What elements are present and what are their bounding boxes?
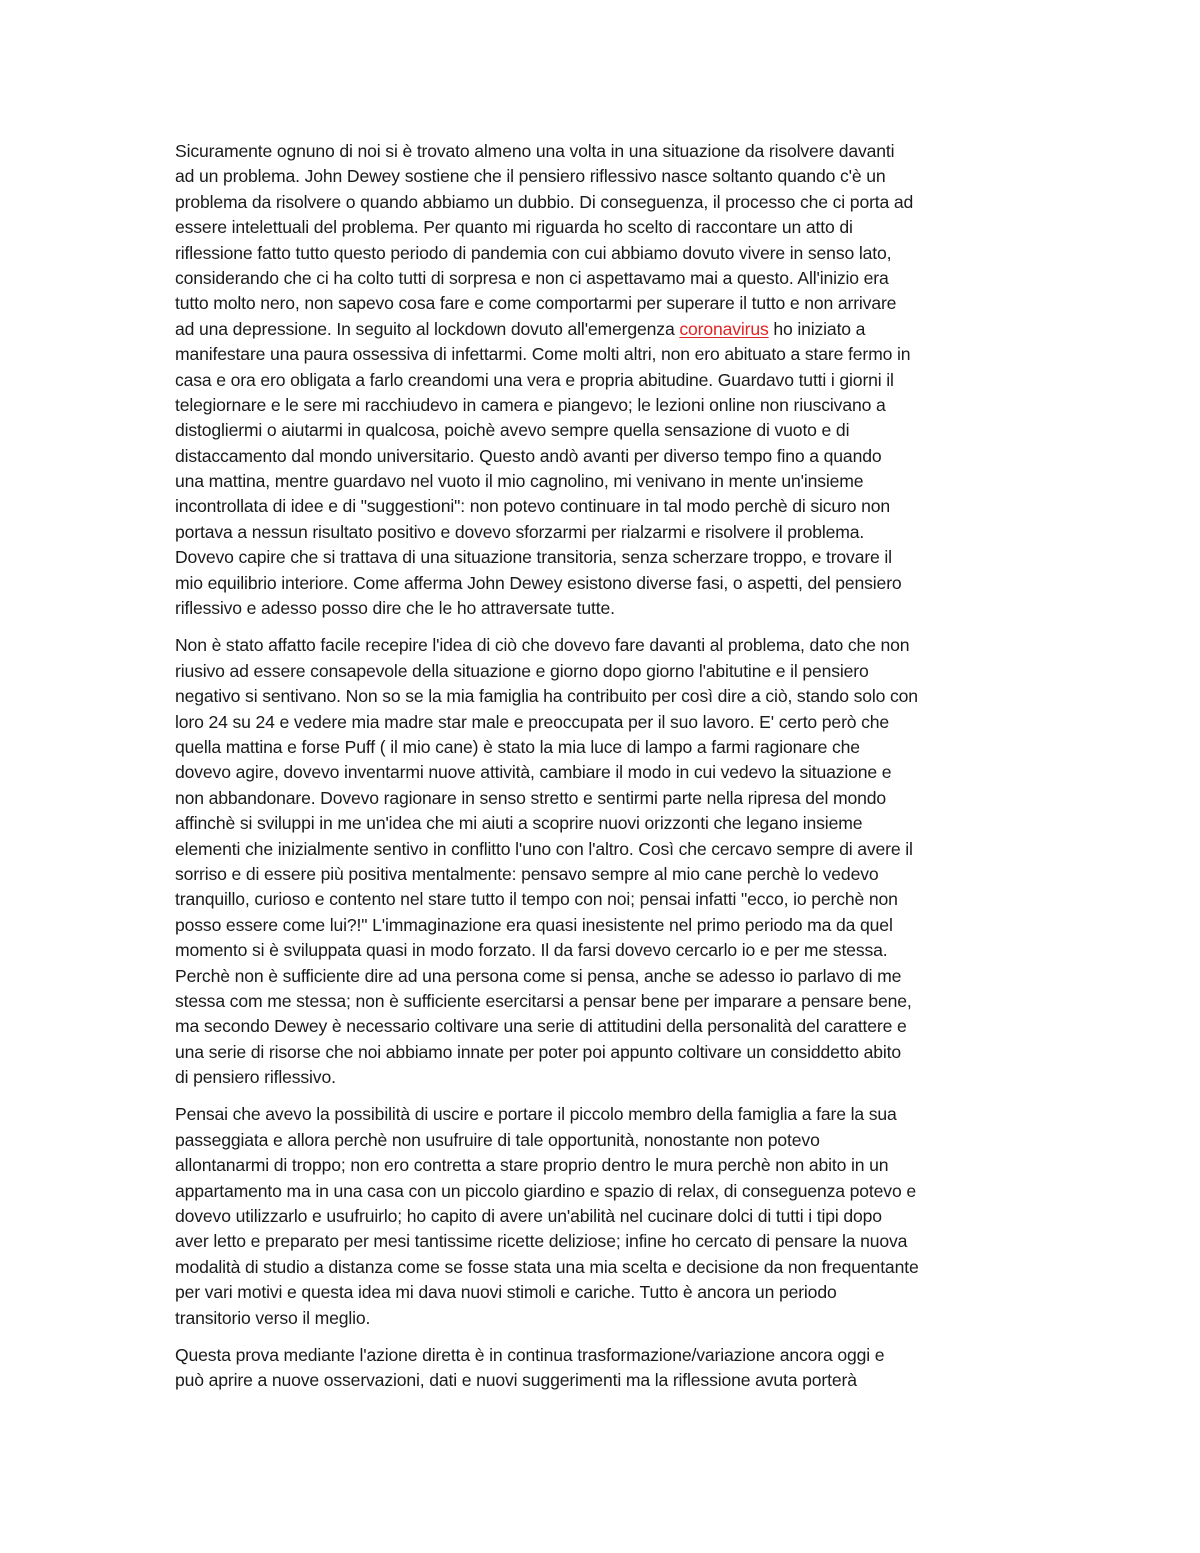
- text-line: [175, 368, 1025, 393]
- text-segment: ad un problema. John Dewey sostiene che il pensiero riflessivo nasce soltanto quando c'è un: [175, 166, 886, 187]
- text-line: [175, 938, 1025, 963]
- text-segment: dovevo agire, dovevo inventarmi nuove attività, cambiare il modo in cui vedevo la situazione e: [175, 762, 892, 783]
- text-segment: ma secondo Dewey è necessario coltivare una serie di attitudini della personalità del carattere e: [175, 1016, 907, 1037]
- text-segment: riflessione fatto tutto questo periodo di pandemia con cui abbiamo dovuto vivere in senso lato,: [175, 242, 892, 263]
- text-segment: portava a nessun risultato positivo e dovevo sforzarmi per rialzarmi e risolvere il problema.: [175, 521, 865, 542]
- text-line: [175, 139, 1025, 164]
- text-line: [175, 1065, 1025, 1090]
- text-segment: casa e ora ero obligata a farlo creandomi una vera e propria abitudine. Guardavo tutti i giorni il: [175, 369, 894, 390]
- text-line: [175, 1128, 1025, 1153]
- text-segment: Pensai che avevo la possibilità di uscire e portare il piccolo membro della famiglia a fare la sua: [175, 1104, 897, 1125]
- text-segment: sorriso e di essere più positiva mentalmente: pensavo sempre al mio cane perchè lo vedevo: [175, 863, 879, 884]
- text-segment: una serie di risorse che noi abbiamo innate per poter poi appunto coltivare un considdetto abito: [175, 1041, 901, 1062]
- text-line: [175, 571, 1025, 596]
- text-line: [175, 1229, 1025, 1254]
- paragraph: [175, 1343, 1025, 1394]
- text-line: [175, 684, 1025, 709]
- paragraph: [175, 1102, 1025, 1331]
- text-segment: distogliermi o aiutarmi in qualcosa, poichè avevo sempre quella sensazione di vuoto e di: [175, 420, 850, 441]
- text-line: [175, 913, 1025, 938]
- text-segment: stessa com me stessa; non è sufficiente esercitarsi a pensar bene per imparare a pensare bene,: [175, 990, 912, 1011]
- text-segment: telegiornare e le sere mi racchiudevo in camera e piangevo; le lezioni online non riuscivano a: [175, 394, 886, 415]
- text-segment: riflessivo e adesso posso dire che le ho attraversate tutte.: [175, 598, 615, 619]
- text-line: [175, 837, 1025, 862]
- text-line: [175, 887, 1025, 912]
- text-segment: essere intelettuali del problema. Per quanto mi riguarda ho scelto di raccontare un atto di: [175, 217, 853, 238]
- text-line: [175, 266, 1025, 291]
- text-line: [175, 418, 1025, 443]
- text-segment: quella mattina e forse Puff ( il mio cane) è stato la mia luce di lampo a farmi ragionare che: [175, 736, 860, 757]
- text-segment: aver letto e preparato per mesi tantissime ricette deliziose; infine ho cercato di pensare la nuova: [175, 1231, 908, 1252]
- text-segment: tranquillo, curioso e contento nel stare tutto il tempo con noi; pensai infatti "ecco, io perchè non: [175, 889, 898, 910]
- text-segment: modalità di studio a distanza come se fosse stata una mia scelta e decisione da non frequentante: [175, 1256, 919, 1277]
- text-line: [175, 862, 1025, 887]
- text-line: [175, 633, 1025, 658]
- text-segment: ho iniziato a: [768, 318, 866, 339]
- text-segment: non abbandonare. Dovevo ragionare in senso stretto e sentirmi parte nella ripresa del mondo: [175, 787, 887, 808]
- text-segment: per vari motivi e questa idea mi dava nuovi stimoli e cariche. Tutto è ancora un periodo: [175, 1282, 837, 1303]
- text-segment: considerando che ci ha colto tutti di sorpresa e non ci aspettavamo mai a questo. All'inizio era: [175, 267, 889, 288]
- text-line: [175, 760, 1025, 785]
- text-line: [175, 1368, 1025, 1393]
- text-line: [175, 342, 1025, 367]
- text-segment: una mattina, mentre guardavo nel vuoto il mio cagnolino, mi venivano in mente un'insieme: [175, 471, 864, 492]
- text-segment: allontanarmi di troppo; non ero contretta a stare proprio dentro le mura perchè non abito in un: [175, 1155, 889, 1176]
- text-segment: loro 24 su 24 e vedere mia madre star male e preoccupata per il suo lavoro. E' certo però che: [175, 711, 890, 732]
- text-segment: passeggiata e allora perchè non usufruire di tale opportunità, nonostante non potevo: [175, 1129, 820, 1150]
- text-segment: mio equilibrio interiore. Come afferma John Dewey esistono diverse fasi, o aspetti, del pensiero: [175, 572, 902, 593]
- text-line: [175, 1306, 1025, 1331]
- text-line: [175, 291, 1025, 316]
- text-segment: ad una depressione. In seguito al lockdown dovuto all'emergenza: [175, 318, 680, 339]
- text-segment: transitorio verso il meglio.: [175, 1307, 371, 1328]
- document-page: [175, 139, 1025, 1406]
- text-line: [175, 393, 1025, 418]
- text-line: [175, 164, 1025, 189]
- text-line: [175, 190, 1025, 215]
- text-line: [175, 659, 1025, 684]
- paragraph: [175, 139, 1025, 621]
- text-line: [175, 1255, 1025, 1280]
- text-segment: incontrollata di idee e di "suggestioni": non potevo continuare in tal modo perchè di sicuro non: [175, 496, 891, 517]
- text-line: [175, 241, 1025, 266]
- text-segment: Perchè non è sufficiente dire ad una persona come si pensa, anche se adesso io parlavo di me: [175, 965, 902, 986]
- text-segment: problema da risolvere o quando abbiamo un dubbio. Di conseguenza, il processo che ci porta ad: [175, 191, 914, 212]
- paragraph: [175, 633, 1025, 1090]
- text-line: [175, 520, 1025, 545]
- text-segment: momento si è sviluppata quasi in modo forzato. Il da farsi dovevo cercarlo io e per me stessa.: [175, 940, 888, 961]
- text-segment: può aprire a nuove osservazioni, dati e nuovi suggerimenti ma la riflessione avuta porterà: [175, 1370, 857, 1391]
- text-line: [175, 1280, 1025, 1305]
- text-segment: Sicuramente ognuno di noi si è trovato almeno una volta in una situazione da risolvere davanti: [175, 141, 895, 161]
- text-line: [175, 735, 1025, 760]
- text-line: [175, 545, 1025, 570]
- text-line: [175, 1204, 1025, 1229]
- text-line: [175, 1153, 1025, 1178]
- text-line: [175, 469, 1025, 494]
- text-segment: tutto molto nero, non sapevo cosa fare e come comportarmi per superare il tutto e non arrivare: [175, 293, 897, 314]
- text-segment: Dovevo capire che si trattava di una situazione transitoria, senza scherzare troppo, e trovare il: [175, 547, 892, 568]
- text-segment: negativo si sentivano. Non so se la mia famiglia ha contribuito per così dire a ciò, stando solo con: [175, 686, 918, 707]
- text-segment: dovevo utilizzarlo e usufruirlo; ho capito di avere un'abilità nel cucinare dolci di tutti i tipi dopo: [175, 1206, 882, 1227]
- text-line: [175, 811, 1025, 836]
- text-segment: affinchè si sviluppi in me un'idea che mi aiuti a scoprire nuovi orizzonti che legano insieme: [175, 813, 863, 834]
- text-line: [175, 494, 1025, 519]
- text-line: [175, 1102, 1025, 1127]
- text-line: [175, 1040, 1025, 1065]
- text-line: [175, 710, 1025, 735]
- text-segment: manifestare una paura ossessiva di infettarmi. Come molti altri, non ero abituato a stare fermo in: [175, 344, 911, 365]
- text-segment: appartamento ma in una casa con un piccolo giardino e spazio di relax, di conseguenza potevo e: [175, 1180, 916, 1201]
- text-line: [175, 989, 1025, 1014]
- coronavirus-link[interactable]: coronavirus: [679, 318, 769, 339]
- text-line: [175, 215, 1025, 240]
- text-line: [175, 1014, 1025, 1039]
- text-segment: Non è stato affatto facile recepire l'idea di ciò che dovevo fare davanti al problema, dato che non: [175, 635, 910, 656]
- text-line: [175, 964, 1025, 989]
- text-line: [175, 1179, 1025, 1204]
- text-segment: elementi che inizialmente sentivo in conflitto l'uno con l'altro. Così che cercavo sempre di avere il: [175, 838, 913, 859]
- text-line: [175, 1343, 1025, 1368]
- text-line: [175, 444, 1025, 469]
- text-line: [175, 317, 1025, 342]
- text-segment: di pensiero riflessivo.: [175, 1067, 336, 1088]
- text-segment: riusivo ad essere consapevole della situazione e giorno dopo giorno l'abitutine e il pensiero: [175, 660, 869, 681]
- text-segment: posso essere come lui?!" L'immaginazione era quasi inesistente nel primo periodo ma da quel: [175, 914, 893, 935]
- text-segment: distaccamento dal mondo universitario. Questo andò avanti per diverso tempo fino a quando: [175, 445, 882, 466]
- text-line: [175, 596, 1025, 621]
- text-line: [175, 786, 1025, 811]
- text-segment: Questa prova mediante l'azione diretta è in continua trasformazione/variazione ancora oggi e: [175, 1344, 885, 1365]
